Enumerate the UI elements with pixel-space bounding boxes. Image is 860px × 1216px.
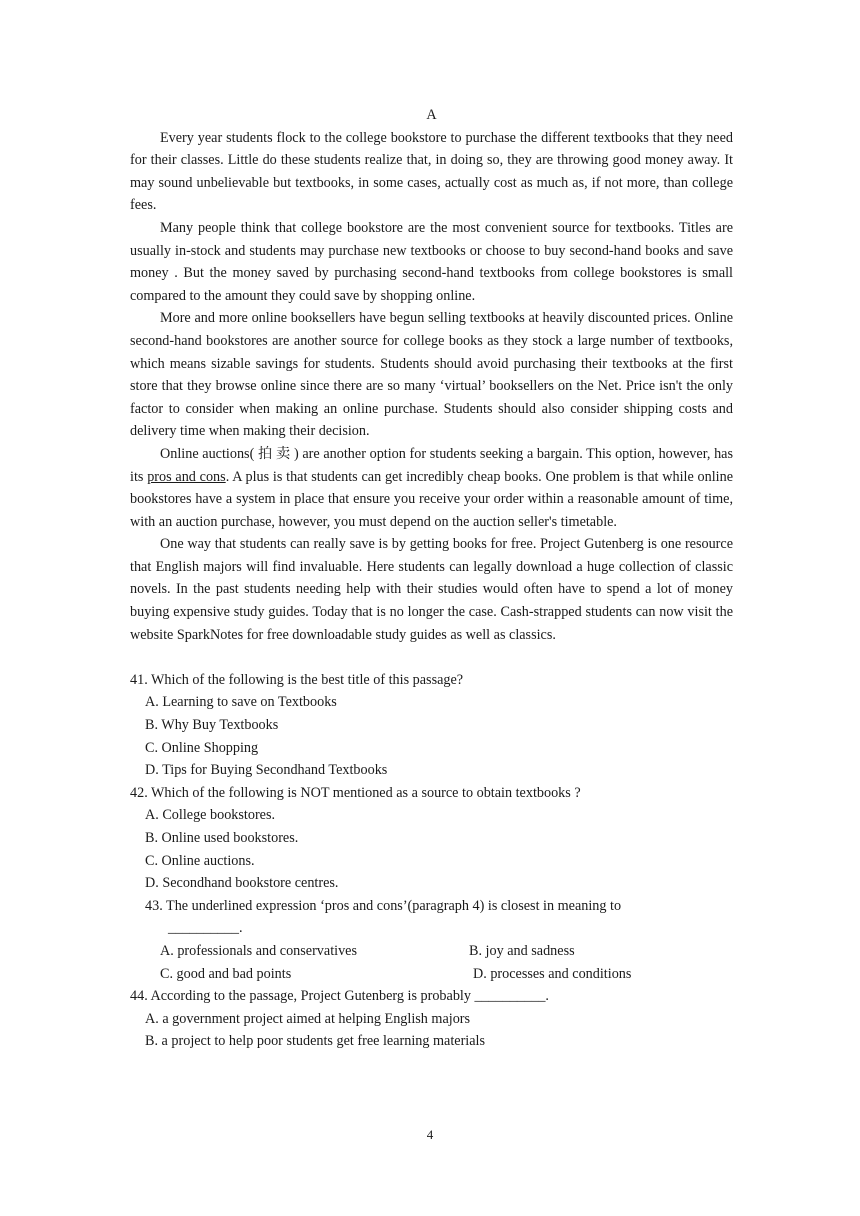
question-42-option-c: C. Online auctions. [145, 852, 255, 869]
question-43-options-row-2 [160, 963, 733, 986]
question-43-blank: __________. [168, 920, 243, 937]
question-41-option-a: A. Learning to save on Textbooks [145, 694, 337, 711]
question-43-options-row-1 [160, 940, 733, 963]
question-44-option-a: A. a government project aimed at helping English majors [145, 1010, 471, 1027]
question-41-option-c: C. Online Shopping [145, 739, 259, 756]
paragraph-5: One way that students can really save is by getting books for free. Project Gutenberg is one resource that English majors will find invaluable. Here students can legally download a huge collection of classic novels. In the past students needing help with their studies would often have to spend a lot of money buying expensive study guides. Today that is no longer the case. Cash-strapped students can now visit the website SparkNotes for free downloadable study guides as well as classics. [130, 536, 733, 643]
question-42-option-d: D. Secondhand bookstore centres. [145, 875, 339, 892]
paragraph-3: More and more online booksellers have begun selling textbooks at heavily discounted prices. Online second-hand bookstores are another source for college books as they stock a large number of textbooks, which means sizable savings for students. Students should avoid purchasing their textbooks at the first store that they browse online since there are so many ‘virtual’ booksellers on the Net. Price isn't the only factor to consider when making an online purchase. Students should also consider shipping costs and delivery time when making their decision. [130, 310, 733, 440]
question-43-option-b: B. joy and sadness [469, 942, 575, 959]
paragraph-4-end: . A plus is that students can get incredibly cheap books. One problem is that while online bookstores have a system in place that ensure you receive your order within a reasonable amount of time, with an auction purchase, however, you must depend on the auction seller's timetable. [130, 468, 733, 530]
question-43-option-d: D. processes and conditions [473, 965, 632, 982]
question-43-option-c: C. good and bad points [160, 965, 292, 982]
question-44-stem: 44. According to the passage, Project Gutenberg is probably __________. [130, 988, 549, 1005]
document-page [130, 104, 733, 1053]
question-44-option-b: B. a project to help poor students get free learning materials [145, 1033, 485, 1050]
question-43-option-a: A. professionals and conservatives [160, 942, 357, 959]
question-41-option-b: B. Why Buy Textbooks [145, 717, 279, 734]
paragraph-2: Many people think that college bookstore are the most convenient source for textbooks. Titles are usually in-stock and students may purchase new textbooks or choose to buy second-hand books and save money . But the money saved by purchasing second-hand textbooks from college bookstores is small compared to the amount they could save by shopping online. [130, 219, 733, 304]
section-label: A [426, 107, 437, 123]
question-42-stem: 42. Which of the following is NOT mentioned as a source to obtain textbooks ? [130, 784, 581, 801]
question-42-option-a: A. College bookstores. [145, 807, 276, 824]
underlined-expression: pros and cons [147, 468, 226, 485]
paragraph-1: Every year students flock to the college bookstore to purchase the different textbooks that they need for their classes. Little do these students realize that, in doing so, they are throwing good money away. It may sound unbelievable but textbooks, in some cases, actually cost as much as, if not more, than college fees. [130, 129, 733, 214]
question-41-stem: 41. Which of the following is the best title of this passage? [130, 671, 464, 688]
paragraph-4-start: Online auctions( 拍 卖 ) are another option for students seeking a bargain. This option, however, has its [130, 445, 733, 485]
page-number: 4 [426, 1127, 434, 1142]
question-42-option-b: B. Online used bookstores. [145, 830, 299, 846]
paragraph-4 [130, 443, 733, 533]
question-41-option-d: D. Tips for Buying Secondhand Textbooks [145, 762, 388, 779]
question-43-stem: 43. The underlined expression ‘pros and cons’(paragraph 4) is closest in meaning to [145, 897, 622, 914]
